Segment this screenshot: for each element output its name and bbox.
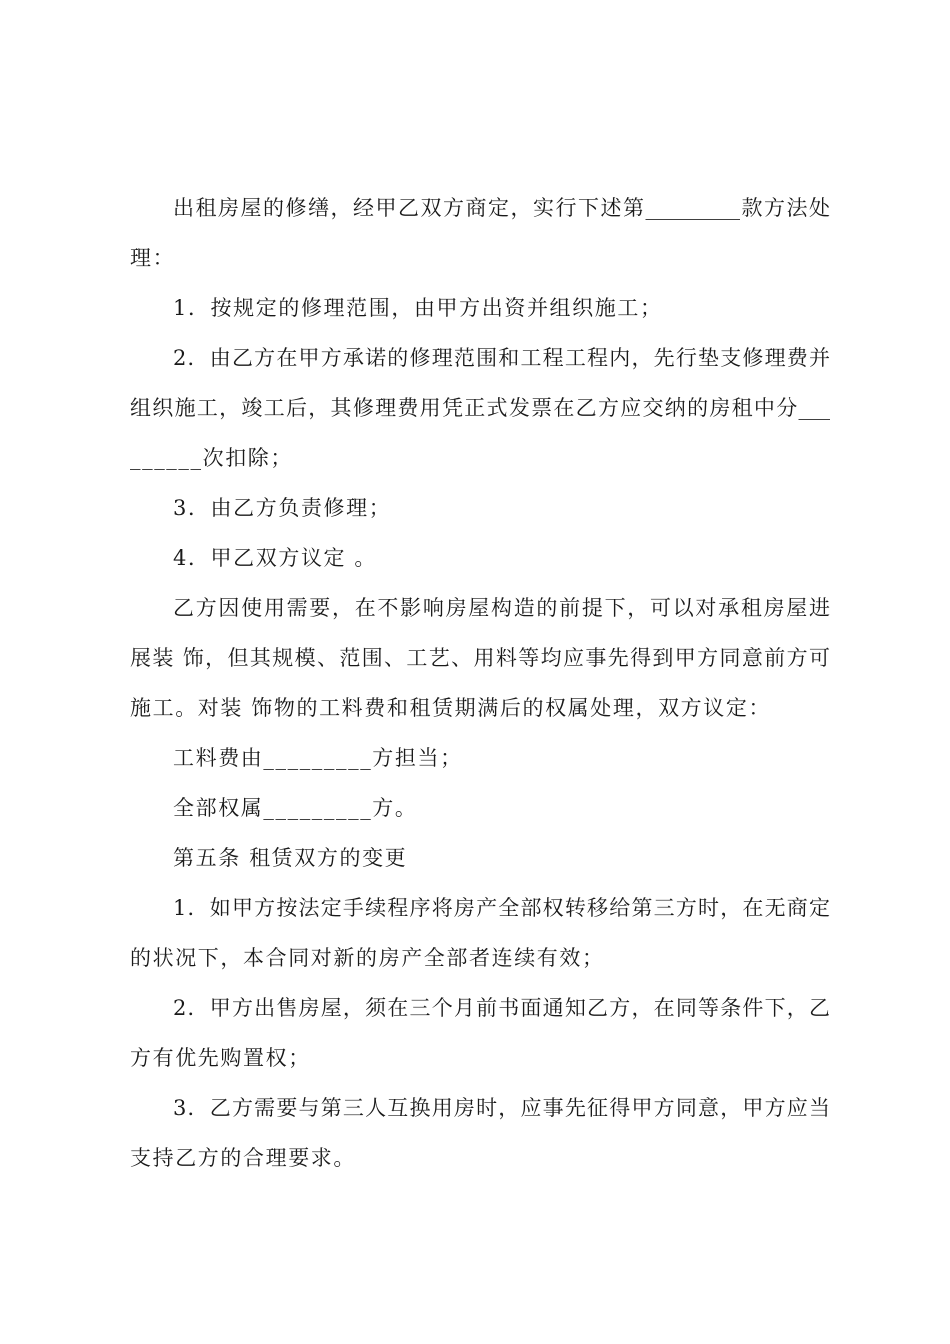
paragraph-decoration-line-2: 展装 饰，但其规模、范围、工艺、用料等均应事先得到甲方同意前方可	[130, 646, 830, 670]
change-item-2-line-2: 方有优先购置权；	[130, 1046, 311, 1070]
clause-item-2-line-1: 2．由乙方在甲方承诺的修理范围和工程工程内，先行垫支修理费并	[173, 346, 830, 370]
article-five-heading: 第五条 租赁双方的变更	[173, 846, 408, 870]
ownership-line: 全部权属_________方。	[173, 796, 418, 820]
clause-item-4: 4．甲乙双方议定 。	[173, 546, 378, 570]
paragraph-decoration-line-3: 施工。对装 饰物的工料费和租赁期满后的权属处理，双方议定：	[130, 696, 772, 720]
paragraph-repair-intro-line-1: 出租房屋的修缮，经甲乙双方商定，实行下述第_________款方法处	[173, 196, 830, 220]
labor-cost-line: 工料费由_________方担当；	[173, 746, 463, 770]
change-item-1-line-1: 1．如甲方按法定手续程序将房产全部权转移给第三方时，在无商定	[173, 896, 830, 920]
change-item-3-line-1: 3．乙方需要与第三人互换用房时，应事先征得甲方同意，甲方应当	[173, 1096, 830, 1120]
change-item-1-line-2: 的状况下，本合同对新的房产全部者连续有效；	[130, 946, 605, 970]
paragraph-repair-intro-line-2: 理：	[130, 246, 176, 270]
change-item-3-line-2: 支持乙方的合理要求。	[130, 1146, 356, 1170]
paragraph-decoration-line-1: 乙方因使用需要，在不影响房屋构造的前提下，可以对承租房屋进	[173, 596, 830, 620]
clause-item-2-line-3: ______次扣除；	[130, 446, 293, 470]
clause-item-2-line-2: 组织施工，竣工后，其修理费用凭正式发票在乙方应交纳的房租中分___	[130, 396, 830, 420]
clause-item-1: 1．按规定的修理范围，由甲方出资并组织施工；	[173, 296, 663, 320]
change-item-2-line-1: 2．甲方出售房屋，须在三个月前书面通知乙方，在同等条件下，乙	[173, 996, 830, 1020]
clause-item-3: 3．由乙方负责修理；	[173, 496, 392, 520]
